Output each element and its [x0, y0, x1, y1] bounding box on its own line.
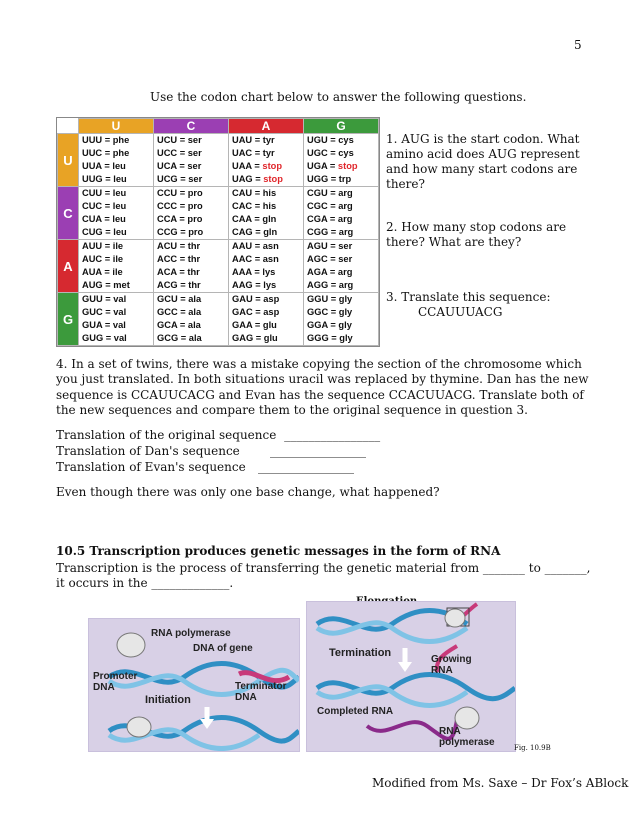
- question-3-sequence: CCAUUUACG: [418, 305, 503, 319]
- down-arrow-icon: [398, 662, 412, 672]
- codon-entry: UUA = leu: [82, 161, 126, 171]
- codon-entry: GAA = glu: [232, 320, 277, 330]
- codon-entry: ACU = thr: [157, 241, 201, 252]
- codon-row-header-a: A: [58, 240, 79, 293]
- codon-entry: UCA = ser: [157, 161, 202, 171]
- codon-entry: CUC = leu: [82, 201, 127, 212]
- codon-entry: UAC = tyr: [232, 148, 275, 159]
- codon-entry: CCG = pro: [157, 226, 204, 237]
- codon-entry: CUA = leu: [82, 214, 126, 224]
- codon-entry: GUA = val: [82, 320, 126, 330]
- rna-polymerase-icon: [445, 609, 465, 627]
- translation-evan-label: Translation of Evan's sequence: [56, 460, 246, 474]
- codon-entry: UAG = stop: [232, 173, 283, 184]
- dna-strand-termination: [317, 675, 515, 706]
- codon-entry: GCA = ala: [157, 320, 201, 330]
- codon-entry: GAU = asp: [232, 294, 280, 305]
- codon-entry: UGA = stop: [307, 161, 358, 171]
- codon-entry: UUC = phe: [82, 148, 130, 159]
- codon-column-header-g: G: [304, 119, 379, 134]
- question-4: 4. In a set of twins, there was a mistake copying the section of the chromosome which you just translated. In both situations uracil was replaced by thymine. Dan has the new sequence is CCAUUCACG and Evan has the sequence CCACUUACG. Translate both of the new sequences and compare them to the original sequence in question 3.: [56, 357, 589, 418]
- label-rna-polymerase-right: RNA polymerase: [439, 726, 495, 748]
- label-completed-rna: Completed RNA: [317, 706, 394, 717]
- codon-entry: UAA = stop: [232, 161, 283, 171]
- codon-entry: CCU = pro: [157, 188, 203, 199]
- label-termination: Termination: [329, 647, 392, 659]
- codon-entry: CAC = his: [232, 201, 277, 212]
- codon-table: [57, 118, 379, 346]
- codon-entry: GGU = gly: [307, 294, 353, 305]
- figure-termination-panel: [306, 601, 516, 752]
- question-2: 2. How many stop codons are there? What are they?: [386, 220, 567, 249]
- question-1: 1. AUG is the start codon. What amino acid does AUG represent and how many start codons are there?: [386, 132, 580, 191]
- label-rna-polymerase: RNA polymerase: [151, 628, 231, 639]
- label-dna-of-gene: DNA of gene: [193, 643, 253, 654]
- translation-dan-blank[interactable]: ________________: [270, 444, 366, 458]
- rna-polymerase-icon: [127, 717, 151, 737]
- translation-original: [56, 428, 380, 442]
- codon-entry: GGC = gly: [307, 307, 353, 318]
- codon-cell: [229, 240, 304, 293]
- stop-label: stop: [262, 161, 283, 171]
- codon-entry: GCG = ala: [157, 332, 202, 343]
- codon-entry: AAC = asn: [232, 254, 279, 265]
- codon-entry: GAC = asp: [232, 307, 280, 318]
- codon-row-header-u: U: [58, 134, 79, 187]
- codon-cell: [154, 240, 229, 293]
- down-arrow-icon: [200, 719, 214, 729]
- codon-entry: UUU = phe: [82, 135, 130, 146]
- codon-entry: GUU = val: [82, 294, 127, 305]
- codon-entry: CGC = arg: [307, 201, 353, 212]
- codon-cell: [154, 134, 229, 187]
- codon-entry: CGU = arg: [307, 188, 353, 199]
- codon-entry: AGC = ser: [307, 254, 353, 265]
- codon-cell: [304, 293, 379, 346]
- translation-original-label: Translation of the original sequence: [56, 428, 277, 442]
- codon-entry: CGG = arg: [307, 226, 354, 237]
- figure-initiation-panel: [88, 618, 300, 752]
- codon-entry: CAG = gln: [232, 226, 278, 237]
- codon-entry: AUC = ile: [82, 254, 124, 265]
- codon-entry: GGG = gly: [307, 332, 353, 343]
- codon-entry: UGU = cys: [307, 135, 354, 146]
- codon-row-header-c: C: [58, 187, 79, 240]
- codon-table-corner: [58, 119, 79, 134]
- codon-cell: [79, 240, 154, 293]
- codon-cell: [304, 240, 379, 293]
- codon-cell: [154, 293, 229, 346]
- codon-entry: CAU = his: [232, 188, 277, 199]
- translation-dan: [56, 444, 366, 458]
- codon-entry: GGA = gly: [307, 320, 352, 330]
- question-one-base-change: Even though there was only one base change, what happened?: [56, 485, 440, 499]
- codon-entry: CUG = leu: [82, 226, 127, 237]
- codon-entry: ACA = thr: [157, 267, 200, 277]
- codon-cell: [79, 293, 154, 346]
- translation-evan-blank[interactable]: ________________: [258, 460, 354, 474]
- codon-entry: CCA = pro: [157, 214, 203, 224]
- codon-entry: ACG = thr: [157, 279, 201, 290]
- section-body: Transcription is the process of transferring the genetic material from _______ to _______, it occurs in the _____________.: [56, 561, 591, 591]
- translation-original-blank[interactable]: ________________: [284, 428, 381, 442]
- codon-entry: UAU = tyr: [232, 135, 275, 146]
- codon-entry: UCG = ser: [157, 173, 203, 184]
- codon-entry: GAG = glu: [232, 332, 278, 343]
- codon-entry: GCC = ala: [157, 307, 202, 318]
- stop-label: stop: [337, 161, 358, 171]
- codon-entry: UGG = trp: [307, 173, 352, 184]
- codon-entry: UCU = ser: [157, 135, 202, 146]
- codon-entry: AGU = ser: [307, 241, 353, 252]
- label-growing-rna: Growing RNA: [431, 654, 472, 676]
- codon-cell: [79, 187, 154, 240]
- codon-entry: UGC = cys: [307, 148, 354, 159]
- codon-cell: [304, 134, 379, 187]
- codon-entry: AGG = arg: [307, 279, 354, 290]
- translation-dan-label: Translation of Dan's sequence: [56, 444, 240, 458]
- codon-entry: AAA = lys: [232, 267, 276, 277]
- codon-entry: CCC = pro: [157, 201, 203, 212]
- codon-cell: [304, 187, 379, 240]
- codon-column-header-a: A: [229, 119, 304, 134]
- codon-cell: [229, 134, 304, 187]
- rna-polymerase-icon: [117, 633, 145, 657]
- codon-chart: [56, 117, 380, 347]
- codon-cell: [229, 187, 304, 240]
- codon-entry: UUG = leu: [82, 173, 127, 184]
- codon-column-header-c: C: [154, 119, 229, 134]
- codon-entry: AAG = lys: [232, 279, 277, 290]
- label-promoter-dna: Promoter DNA: [93, 671, 138, 693]
- question-3: 3. Translate this sequence:: [386, 290, 551, 304]
- section-heading: 10.5 Transcription produces genetic messages in the form of RNA: [56, 544, 501, 558]
- translation-evan: [56, 460, 354, 474]
- codon-entry: GUC = val: [82, 307, 127, 318]
- codon-entry: UCC = ser: [157, 148, 202, 159]
- instruction-text: Use the codon chart below to answer the following questions.: [150, 90, 527, 104]
- codon-entry: ACC = thr: [157, 254, 201, 265]
- stop-label: stop: [263, 173, 283, 184]
- codon-column-header-u: U: [79, 119, 154, 134]
- codon-entry: AGA = arg: [307, 267, 353, 277]
- page-number: 5: [574, 38, 582, 52]
- label-terminator-dna: Terminator DNA: [235, 681, 287, 703]
- codon-entry: CGA = arg: [307, 214, 353, 224]
- codon-entry: AUA = ile: [82, 267, 123, 277]
- codon-cell: [79, 134, 154, 187]
- figure-caption: Fig. 10.9B: [514, 744, 551, 752]
- page-footer: Modified from Ms. Saxe – Dr Fox’s ABlock: [372, 776, 629, 790]
- codon-entry: AUU = ile: [82, 241, 124, 252]
- codon-entry: GUG = val: [82, 332, 127, 343]
- label-initiation: Initiation: [145, 694, 191, 706]
- codon-entry: CUU = leu: [82, 188, 127, 199]
- codon-cell: [154, 187, 229, 240]
- codon-entry: GCU = ala: [157, 294, 202, 305]
- codon-entry: CAA = gln: [232, 214, 277, 224]
- codon-row-header-g: G: [58, 293, 79, 346]
- codon-cell: [229, 293, 304, 346]
- codon-entry: AAU = asn: [232, 241, 279, 252]
- codon-entry: AUG = met: [82, 279, 130, 290]
